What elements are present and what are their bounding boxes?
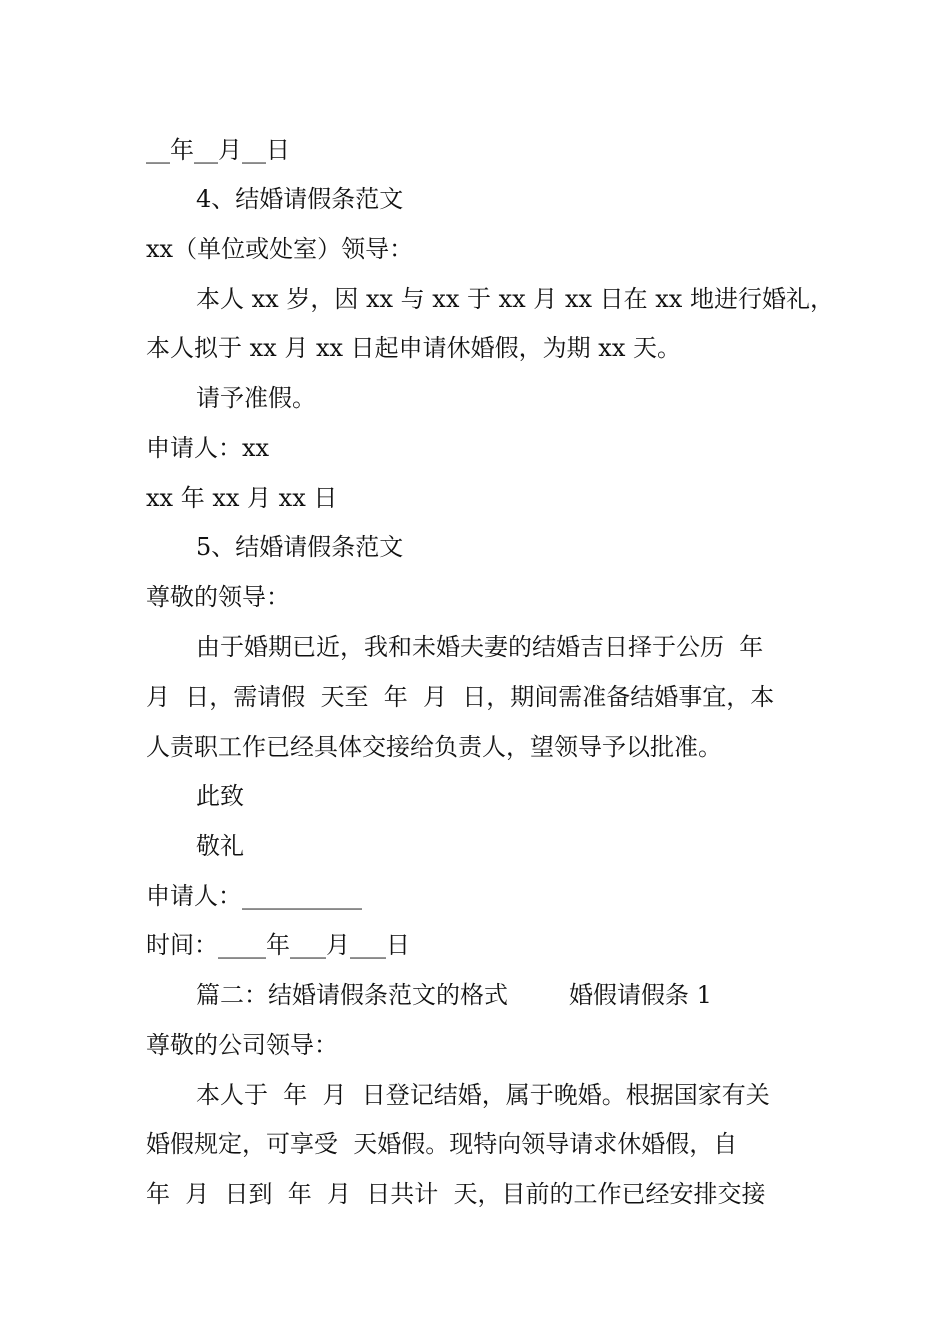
time-line: 时间：____年___月___日: [146, 931, 410, 959]
closing-line: 此致: [196, 782, 244, 810]
body-paragraph-line: 人责职工作已经具体交接给负责人，望领导予以批准。: [146, 733, 722, 761]
body-paragraph-line: 本人拟于 xx 月 xx 日起申请休婚假，为期 xx 天。: [146, 334, 681, 362]
date-line: xx 年 xx 月 xx 日: [146, 484, 338, 512]
body-paragraph-line: 婚假规定，可享受 天婚假。现特向领导请求休婚假，自: [146, 1130, 738, 1158]
date-blank-line: __年__月__日: [146, 136, 290, 164]
body-paragraph-line: 月 日，需请假 天至 年 月 日，期间需准备结婚事宜，本: [146, 683, 775, 711]
body-paragraph-line: 本人 xx 岁，因 xx 与 xx 于 xx 月 xx 日在 xx 地进行婚礼，: [196, 285, 834, 313]
salutation-line: 尊敬的领导：: [146, 583, 290, 611]
applicant-line: 申请人：xx: [146, 434, 270, 462]
salutation-line: 尊敬的公司领导：: [146, 1031, 338, 1059]
body-paragraph-line: 年 月 日到 年 月 日共计 天，目前的工作已经安排交接: [146, 1180, 766, 1208]
request-line: 请予准假。: [196, 384, 316, 412]
section-heading-4: 4、结婚请假条范文: [196, 185, 404, 213]
body-paragraph-line: 由于婚期已近，我和未婚夫妻的结婚吉日择于公历 年: [196, 633, 764, 661]
salutation-line: xx（单位或处室）领导：: [146, 235, 414, 263]
body-paragraph-line: 本人于 年 月 日登记结婚，属于晚婚。根据国家有关: [196, 1081, 770, 1109]
closing-line: 敬礼: [196, 832, 244, 860]
applicant-line: 申请人：__________: [146, 882, 362, 910]
section-heading-5: 5、结婚请假条范文: [196, 533, 404, 561]
chapter-heading: 篇二：结婚请假条范文的格式 婚假请假条 1: [196, 981, 712, 1009]
